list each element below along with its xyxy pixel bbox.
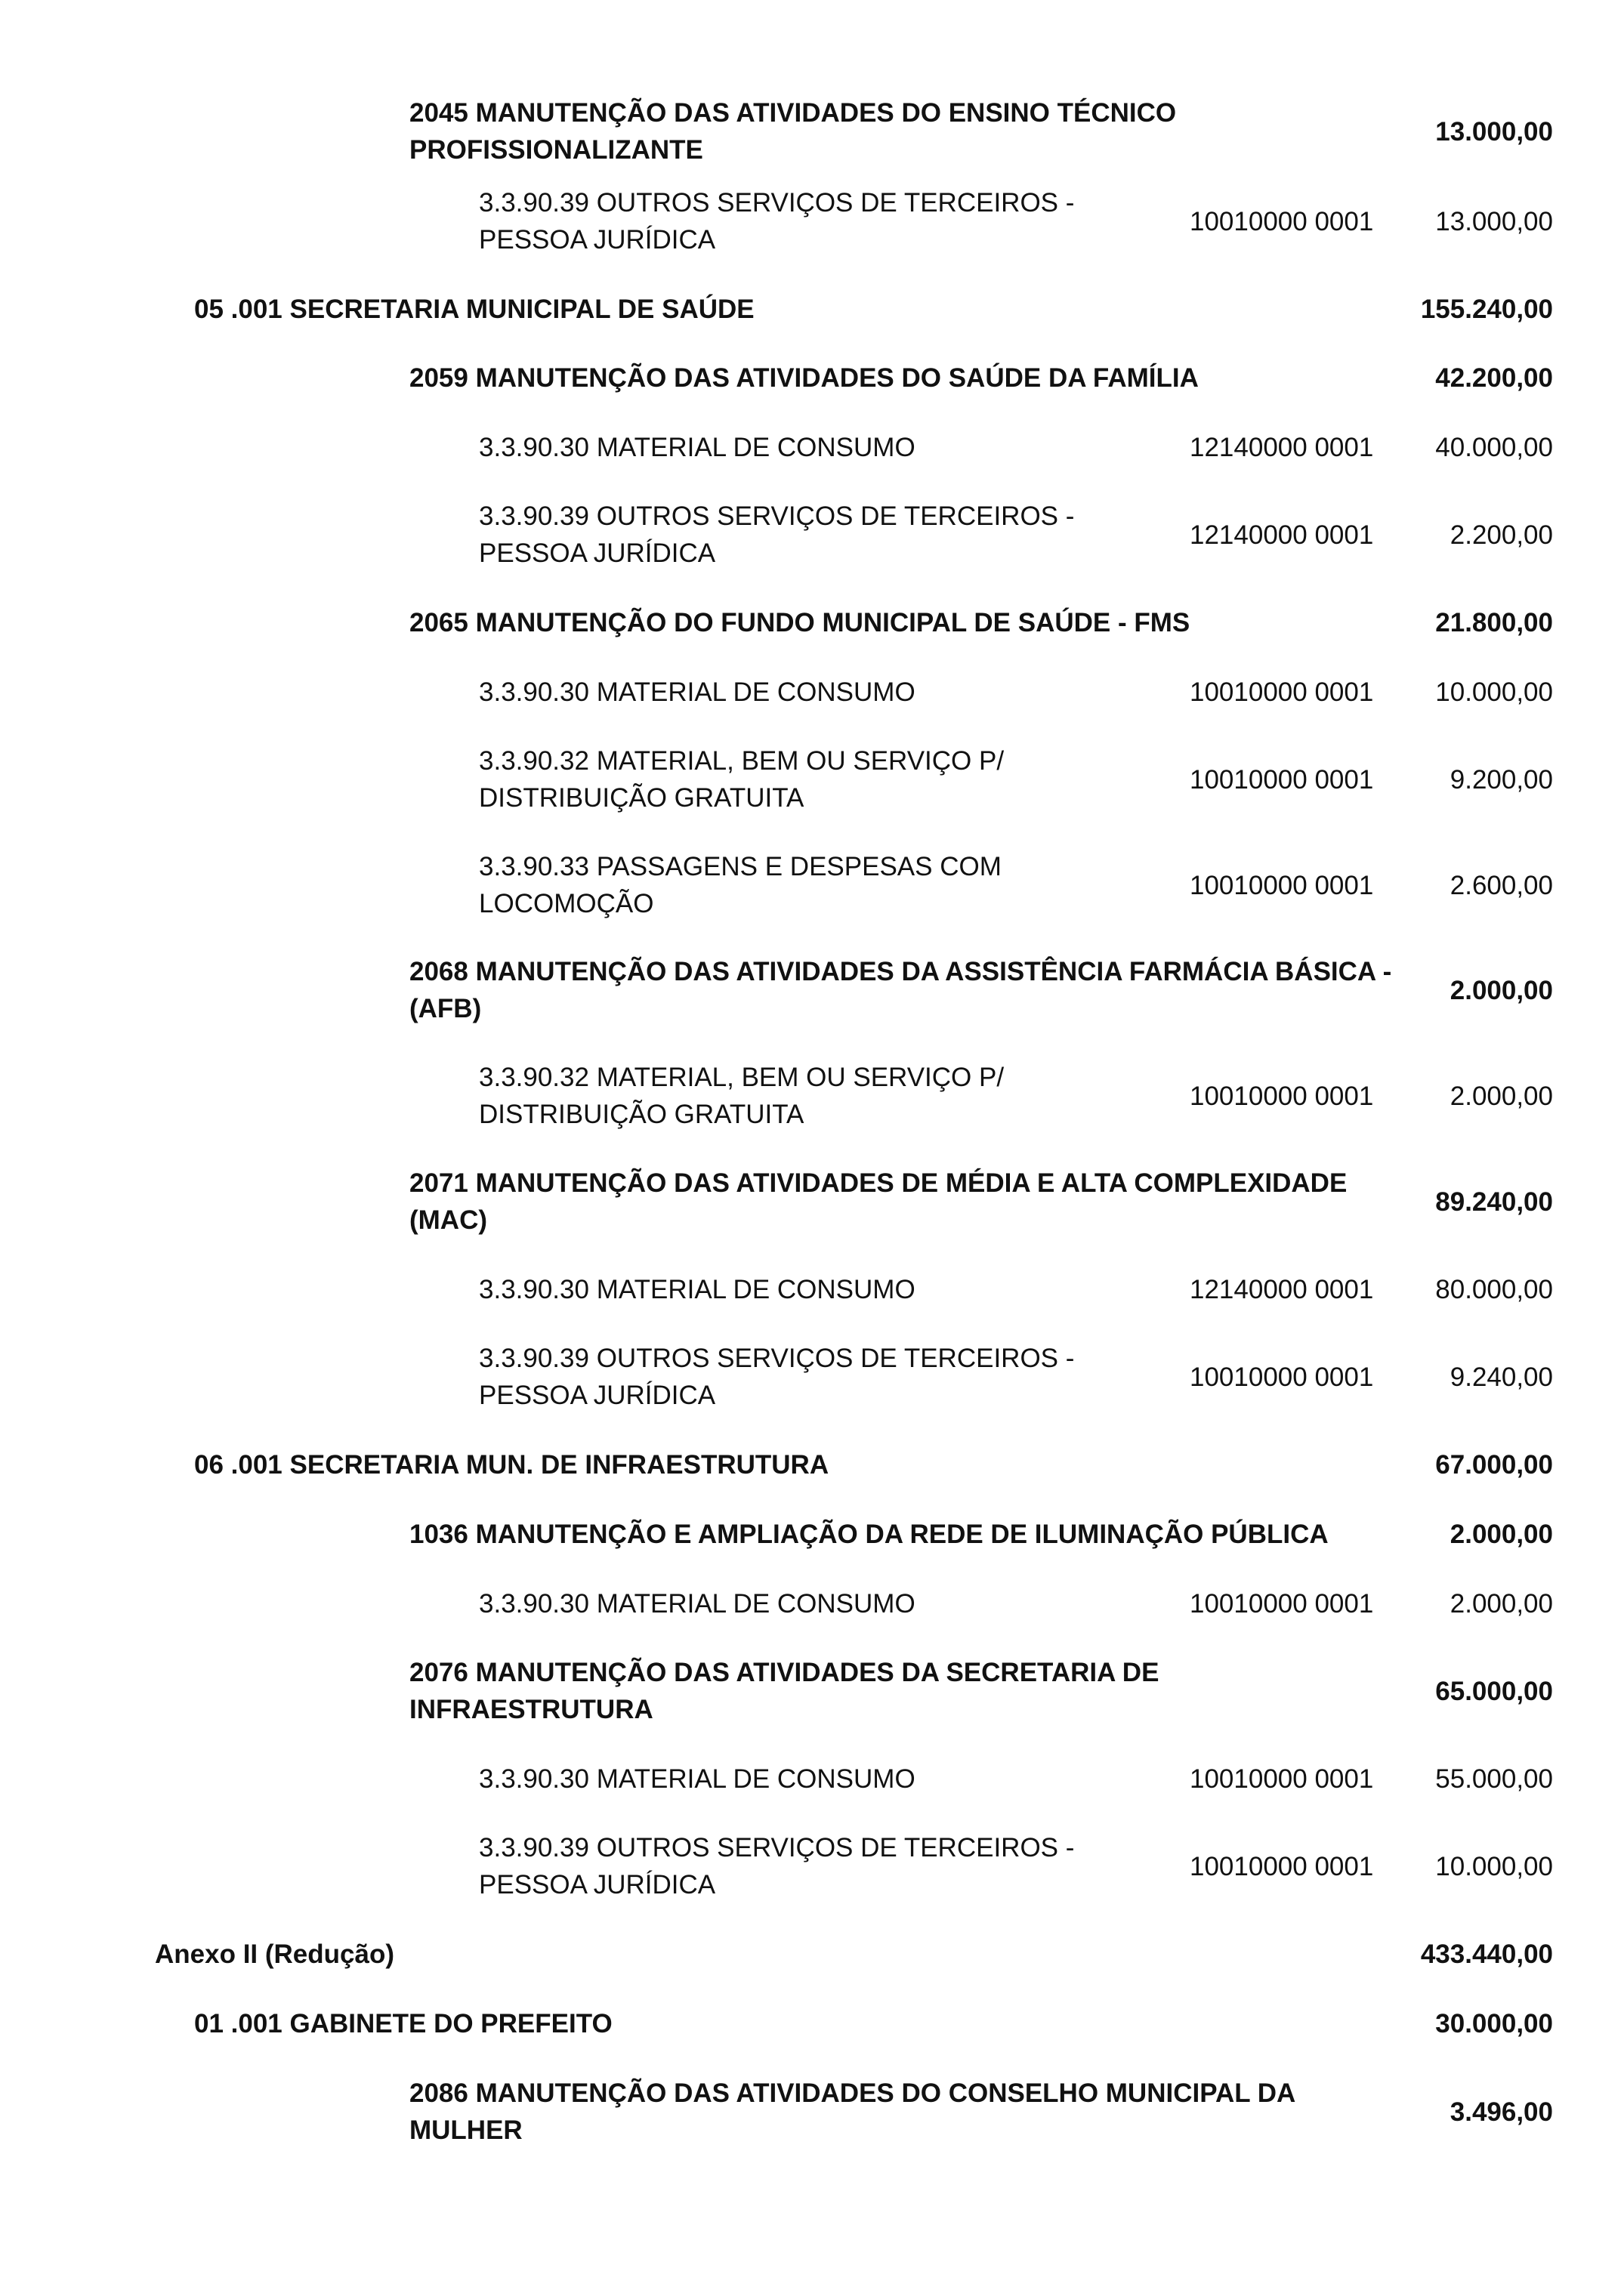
item-description: 3.3.90.30 MATERIAL DE CONSUMO (479, 1275, 915, 1304)
amount: 2.000,00 (1450, 1082, 1553, 1111)
item-description: 3.3.90.39 OUTROS SERVIÇOS DE TERCEIROS - PESSOA JURÍDICA (479, 501, 1075, 568)
amount: 155.240,00 (1420, 295, 1553, 324)
item-description: 3.3.90.30 MATERIAL DE CONSUMO (479, 677, 915, 707)
expense-row (0, 1761, 1624, 1798)
resource-code: 10010000 0001 (1190, 207, 1374, 236)
item-description: 3.3.90.32 MATERIAL, BEM OU SERVIÇO P/ DISTRIBUIÇÃO GRATUITA (479, 746, 1005, 813)
action-row (0, 604, 1624, 641)
department-row (0, 2005, 1624, 2042)
resource-code: 10010000 0001 (1190, 1589, 1374, 1619)
item-description: 3.3.90.39 OUTROS SERVIÇOS DE TERCEIROS - PESSOA JURÍDICA (479, 188, 1075, 255)
expense-row (0, 742, 1624, 816)
resource-code: 12140000 0001 (1190, 433, 1374, 462)
amount: 2.000,00 (1450, 1520, 1553, 1549)
amount: 2.600,00 (1450, 871, 1553, 900)
resource-code: 10010000 0001 (1190, 871, 1374, 900)
expense-row (0, 1271, 1624, 1308)
item-description: 3.3.90.32 MATERIAL, BEM OU SERVIÇO P/ DISTRIBUIÇÃO GRATUITA (479, 1063, 1005, 1129)
action-row (0, 94, 1624, 168)
action-row (0, 360, 1624, 397)
item-description: 2045 MANUTENÇÃO DAS ATIVIDADES DO ENSINO TÉCNICO PROFISSIONALIZANTE (409, 98, 1177, 165)
item-description: 05 .001 SECRETARIA MUNICIPAL DE SAÚDE (194, 295, 755, 324)
expense-row (0, 1340, 1624, 1414)
amount: 9.240,00 (1450, 1362, 1553, 1392)
item-description: 2086 MANUTENÇÃO DAS ATIVIDADES DO CONSELHO MUNICIPAL DA MULHER (409, 2078, 1295, 2145)
amount: 10.000,00 (1435, 677, 1553, 707)
action-row (0, 1654, 1624, 1728)
item-description: 2076 MANUTENÇÃO DAS ATIVIDADES DA SECRETARIA DE INFRAESTRUTURA (409, 1658, 1159, 1724)
department-row (0, 1446, 1624, 1483)
amount: 2.000,00 (1450, 976, 1553, 1005)
amount: 10.000,00 (1435, 1852, 1553, 1881)
action-row (0, 1165, 1624, 1239)
resource-code: 12140000 0001 (1190, 1275, 1374, 1304)
amount: 2.200,00 (1450, 520, 1553, 550)
amount: 13.000,00 (1435, 117, 1553, 147)
action-row (0, 1516, 1624, 1553)
amount: 3.496,00 (1450, 2097, 1553, 2127)
amount: 433.440,00 (1420, 1940, 1553, 1969)
item-description: 2065 MANUTENÇÃO DO FUNDO MUNICIPAL DE SAÚDE - FMS (409, 608, 1190, 637)
amount: 80.000,00 (1435, 1275, 1553, 1304)
resource-code: 10010000 0001 (1190, 677, 1374, 707)
item-description: 2059 MANUTENÇÃO DAS ATIVIDADES DO SAÚDE DA FAMÍLIA (409, 363, 1199, 393)
item-description: 3.3.90.33 PASSAGENS E DESPESAS COM LOCOMOÇÃO (479, 852, 1002, 918)
item-description: 2071 MANUTENÇÃO DAS ATIVIDADES DE MÉDIA E ALTA COMPLEXIDADE (MAC) (409, 1168, 1348, 1235)
expense-row (0, 848, 1624, 922)
amount: 40.000,00 (1435, 433, 1553, 462)
amount: 21.800,00 (1435, 608, 1553, 637)
expense-row (0, 1829, 1624, 1903)
action-row (0, 2075, 1624, 2149)
expense-row (0, 498, 1624, 572)
amount: 42.200,00 (1435, 363, 1553, 393)
amount: 55.000,00 (1435, 1764, 1553, 1794)
expense-row (0, 674, 1624, 711)
resource-code: 12140000 0001 (1190, 520, 1374, 550)
item-description: 3.3.90.30 MATERIAL DE CONSUMO (479, 1764, 915, 1794)
item-description: 1036 MANUTENÇÃO E AMPLIAÇÃO DA REDE DE ILUMINAÇÃO PÚBLICA (409, 1520, 1329, 1549)
amount: 13.000,00 (1435, 207, 1553, 236)
amount: 2.000,00 (1450, 1589, 1553, 1619)
expense-row (0, 429, 1624, 466)
resource-code: 10010000 0001 (1190, 1764, 1374, 1794)
amount: 67.000,00 (1435, 1450, 1553, 1480)
item-description: 01 .001 GABINETE DO PREFEITO (194, 2009, 613, 2038)
amount: 65.000,00 (1435, 1677, 1553, 1706)
amount: 30.000,00 (1435, 2009, 1553, 2038)
resource-code: 10010000 0001 (1190, 765, 1374, 795)
item-description: Anexo II (Redução) (155, 1940, 394, 1969)
item-description: 3.3.90.39 OUTROS SERVIÇOS DE TERCEIROS - PESSOA JURÍDICA (479, 1344, 1075, 1410)
item-description: 3.3.90.39 OUTROS SERVIÇOS DE TERCEIROS - PESSOA JURÍDICA (479, 1833, 1075, 1899)
expense-row (0, 1585, 1624, 1622)
action-row (0, 953, 1624, 1027)
annex-heading (0, 1936, 1624, 1973)
resource-code: 10010000 0001 (1190, 1362, 1374, 1392)
amount: 9.200,00 (1450, 765, 1553, 795)
item-description: 2068 MANUTENÇÃO DAS ATIVIDADES DA ASSISTÊNCIA FARMÁCIA BÁSICA - (AFB) (409, 957, 1392, 1023)
department-row (0, 291, 1624, 328)
expense-row (0, 1059, 1624, 1133)
resource-code: 10010000 0001 (1190, 1082, 1374, 1111)
resource-code: 10010000 0001 (1190, 1852, 1374, 1881)
item-description: 3.3.90.30 MATERIAL DE CONSUMO (479, 1589, 915, 1619)
amount: 89.240,00 (1435, 1187, 1553, 1217)
expense-row (0, 184, 1624, 258)
item-description: 06 .001 SECRETARIA MUN. DE INFRAESTRUTURA (194, 1450, 829, 1480)
item-description: 3.3.90.30 MATERIAL DE CONSUMO (479, 433, 915, 462)
